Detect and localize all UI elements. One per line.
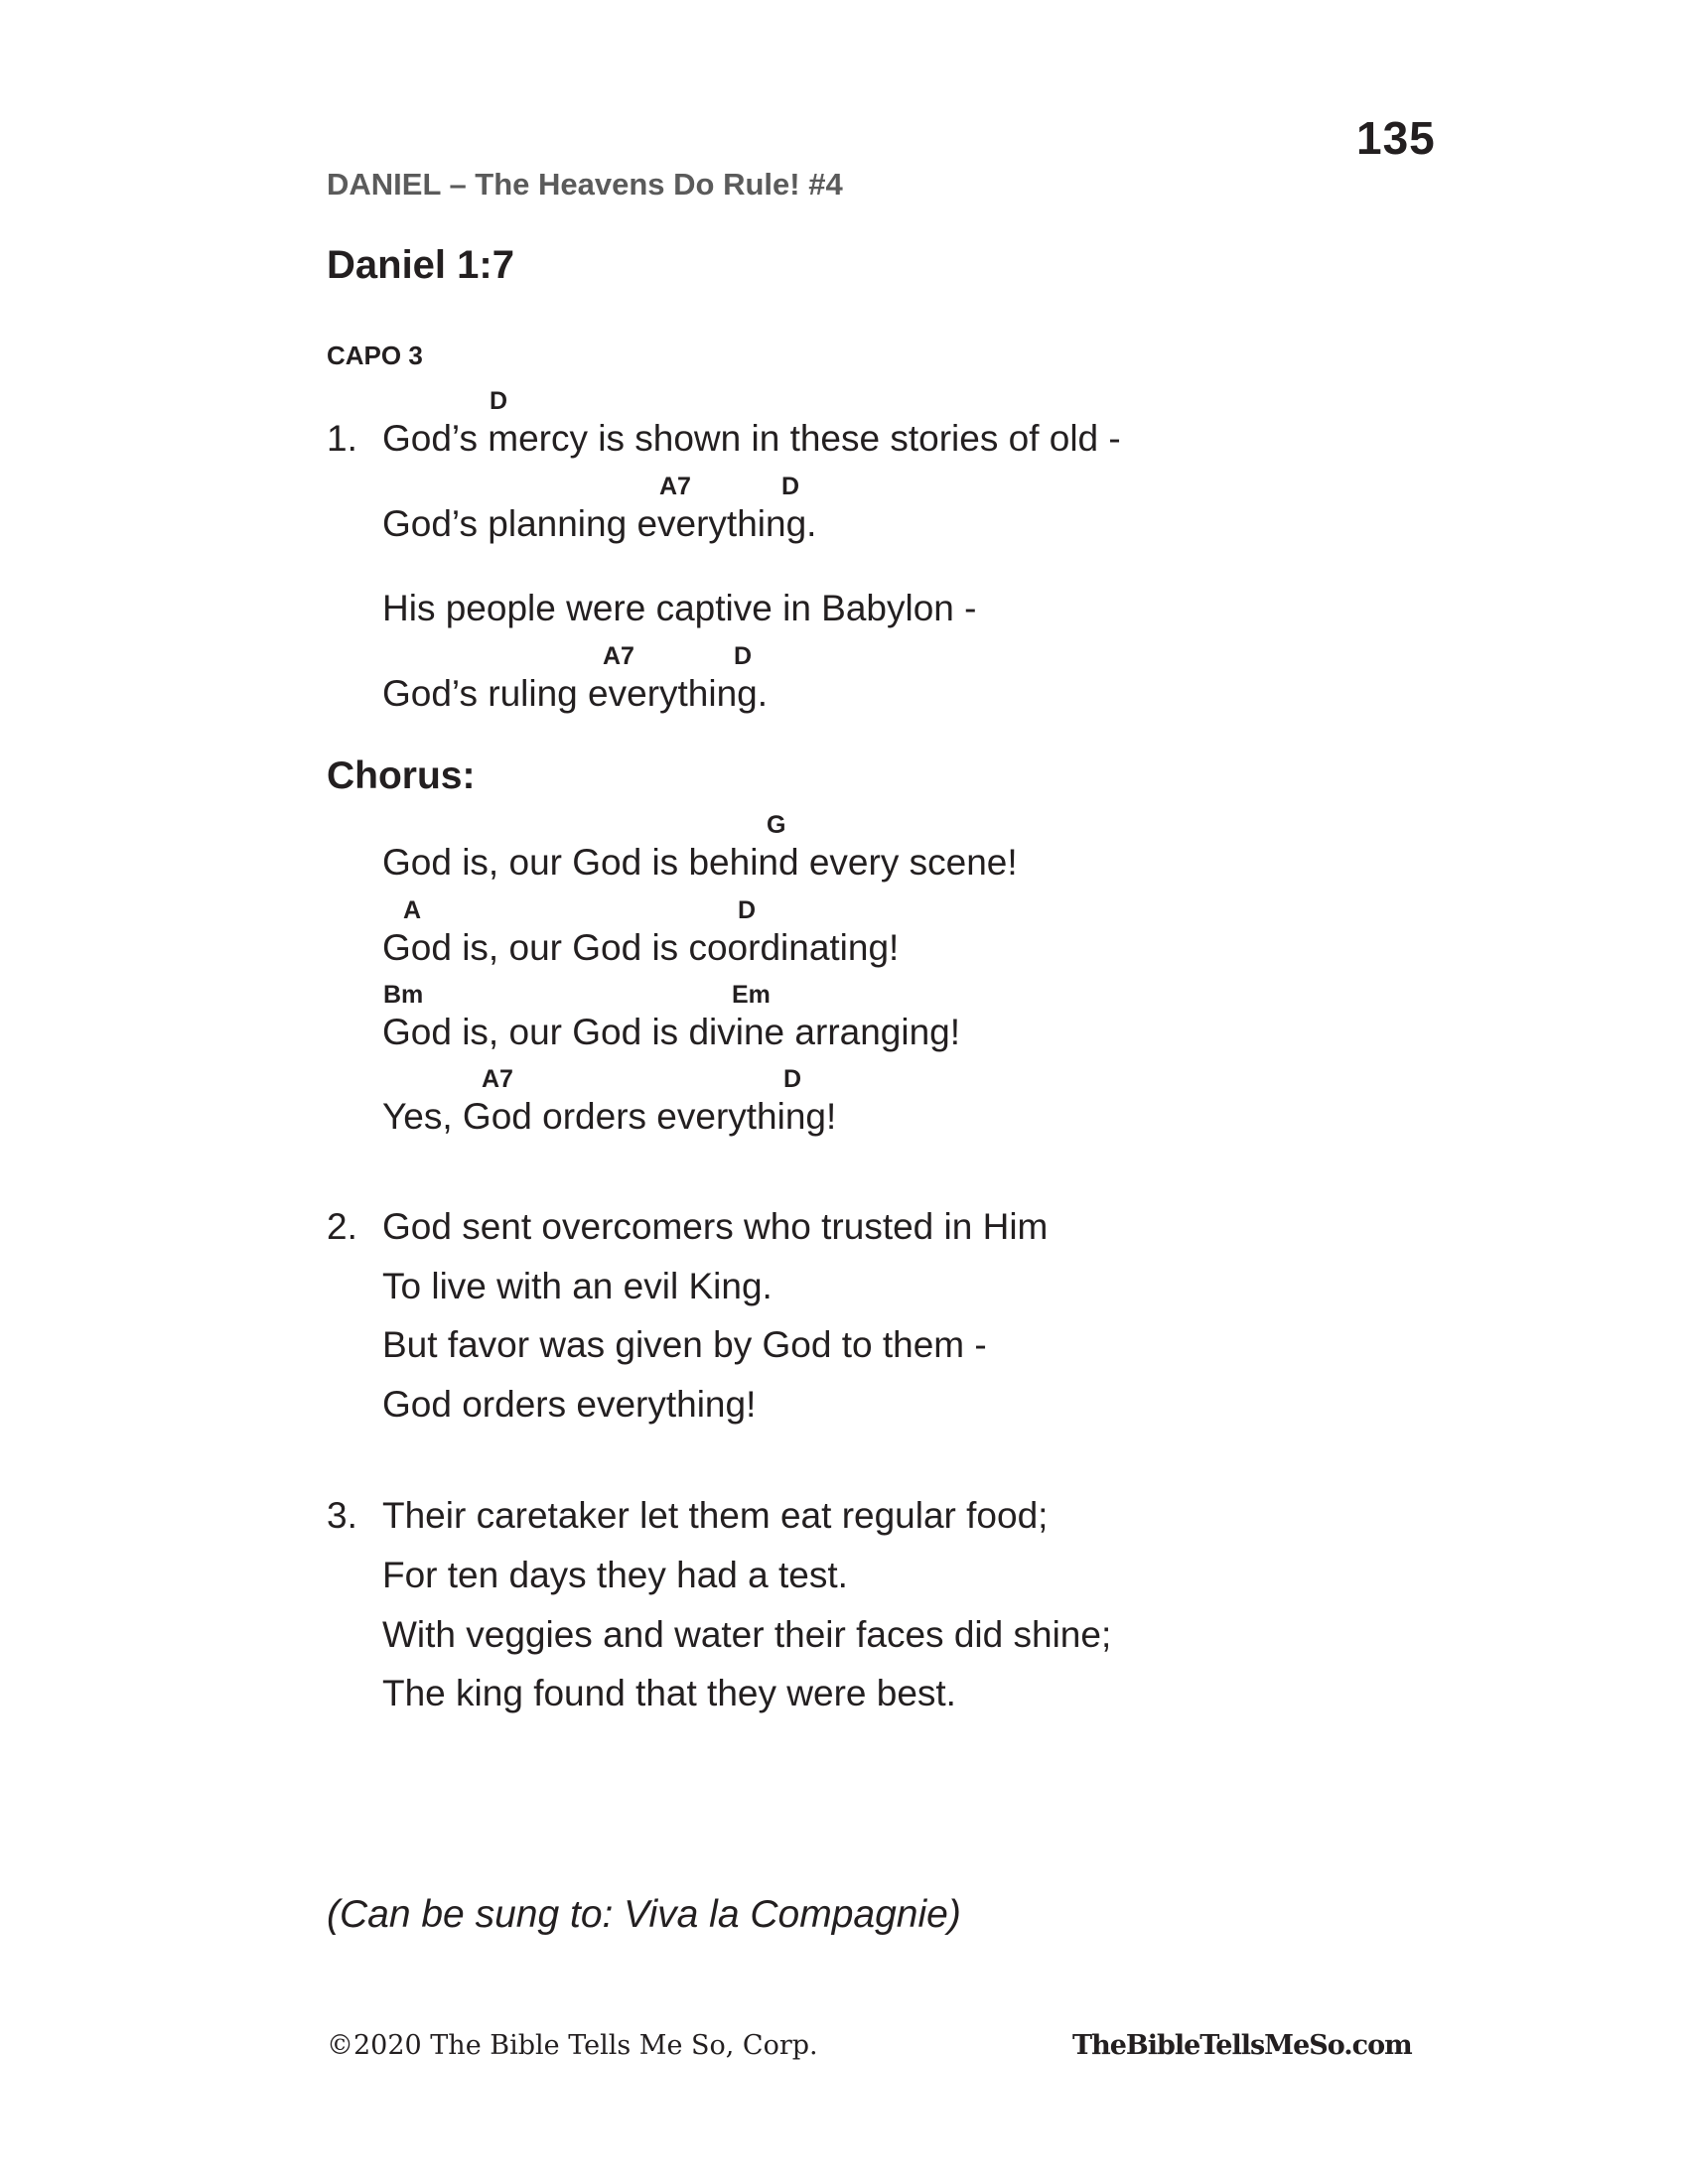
verse-number: 3. — [327, 1495, 357, 1536]
lyric-line: Yes, God orders everything! — [382, 1096, 837, 1137]
lyric-line: The king found that they were best. — [382, 1673, 956, 1713]
capo-label: CAPO 3 — [327, 341, 423, 370]
lyric-line: God’s mercy is shown in these stories of old - — [382, 418, 1121, 459]
chord: D — [738, 896, 757, 924]
chord: Bm — [383, 981, 424, 1009]
lyric-line: God is, our God is coordinating! — [382, 927, 900, 968]
chord: A7 — [482, 1065, 513, 1093]
website-link[interactable]: TheBibleTellsMeSo.com — [1072, 2030, 1412, 2061]
lyric-line: For ten days they had a test. — [382, 1555, 848, 1595]
verse-number: 2. — [327, 1206, 357, 1247]
page-number: 135 — [1356, 112, 1436, 164]
tune-note: (Can be sung to: Viva la Compagnie) — [327, 1893, 961, 1936]
scripture-reference: Daniel 1:7 — [327, 243, 514, 287]
verse-number: 1. — [327, 418, 357, 459]
chord: D — [783, 1065, 802, 1093]
chorus-label: Chorus: — [327, 754, 476, 797]
chord: G — [767, 811, 786, 839]
lyric-line: God sent overcomers who trusted in Him — [382, 1206, 1049, 1247]
lyric-line: But favor was given by God to them - — [382, 1324, 987, 1365]
song-header: DANIEL – The Heavens Do Rule! #4 — [327, 167, 843, 202]
lyric-line: God is, our God is behind every scene! — [382, 842, 1018, 883]
chord: D — [490, 387, 508, 415]
lyric-line: To live with an evil King. — [382, 1266, 773, 1306]
lyric-line: God orders everything! — [382, 1384, 757, 1425]
chord: A7 — [603, 642, 634, 670]
lyric-line: God’s ruling everything. — [382, 673, 769, 714]
lyric-line: With veggies and water their faces did shine; — [382, 1614, 1112, 1655]
copyright-text: ©2020 The Bible Tells Me So, Corp. — [327, 2030, 818, 2061]
chord: Em — [732, 981, 771, 1009]
lyric-line: God’s planning everything. — [382, 503, 817, 544]
chord: D — [734, 642, 753, 670]
lyric-line: His people were captive in Babylon - — [382, 588, 977, 628]
chord: A — [403, 896, 422, 924]
lyric-line: God is, our God is divine arranging! — [382, 1012, 961, 1052]
chord: A7 — [659, 473, 691, 500]
chord: D — [781, 473, 800, 500]
lyric-line: Their caretaker let them eat regular food; — [382, 1495, 1049, 1536]
